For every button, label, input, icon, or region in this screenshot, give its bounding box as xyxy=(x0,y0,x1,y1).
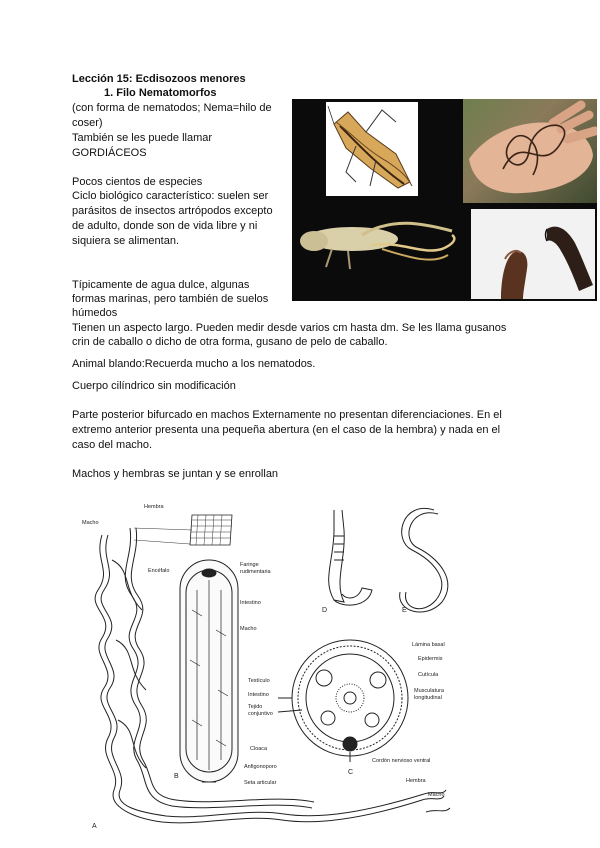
label-figure-e: E xyxy=(402,607,407,614)
para-line: siquiera se alimentan. xyxy=(72,235,180,247)
intro-line: coser) xyxy=(72,117,103,129)
label-macho-b: Macho xyxy=(240,626,257,632)
label-rudimentaria: rudimentaria xyxy=(240,569,271,575)
label-intestino-c: Intestino xyxy=(248,692,269,698)
para-line: Típicamente de agua dulce, algunas xyxy=(72,279,250,291)
grasshopper-photo xyxy=(292,205,462,275)
label-figure-c: C xyxy=(348,769,354,776)
para-line: Animal blando:Recuerda mucho a los nematodos. xyxy=(72,358,316,370)
lesson-title: Lección 15: Ecdisozoos menores xyxy=(72,73,246,85)
intro-line: (con forma de nematodos; Nema=hilo de xyxy=(72,102,272,114)
label-conjuntivo: conjuntivo xyxy=(248,711,273,717)
para-line: formas marinas, pero también de suelos xyxy=(72,293,269,305)
hand-photo xyxy=(463,99,597,203)
label-figure-a: A xyxy=(92,823,97,830)
label-macho-a: Macho xyxy=(428,792,445,798)
worm-closeup-photo xyxy=(471,209,595,299)
label-epidermis: Epidermis xyxy=(418,656,443,662)
label-anfigonoporo: Anfigonoporo xyxy=(244,764,277,770)
figure-d-tail xyxy=(329,510,372,605)
figure-b-body-section xyxy=(180,560,238,782)
phylum-heading: 1. Filo Nematomorfos xyxy=(104,87,217,99)
label-tejido: Tejido xyxy=(248,704,263,710)
para-line: Pocos cientos de especies xyxy=(72,176,203,188)
grasshopper-illustration xyxy=(326,102,418,196)
label-longitudinal: longitudinal xyxy=(414,695,442,701)
para-line: caso del macho. xyxy=(72,439,153,451)
figure-e-coil xyxy=(400,508,448,612)
label-cloaca: Cloaca xyxy=(250,746,268,752)
para-line: húmedos xyxy=(72,307,118,319)
para-line: extremo anterior presenta una pequeña abertura (en el caso de la hembra) y nada en el xyxy=(72,424,501,436)
label-hembra-a: Hembra xyxy=(406,778,426,784)
intro-line: También se les puede llamar xyxy=(72,132,213,144)
photo-collage xyxy=(292,99,597,301)
label-testiculo: Testículo xyxy=(248,678,270,684)
figure-c-cross-section xyxy=(278,640,408,762)
para-line: Parte posterior bifurcado en machos Externamente no presentan diferenciaciones. En el xyxy=(72,409,502,421)
label-faringe: Faringe xyxy=(240,562,259,568)
label-hembra: Hembra xyxy=(144,504,164,510)
label-figure-d: D xyxy=(322,607,328,614)
para-line: Machos y hembras se juntan y se enrollan xyxy=(72,468,279,480)
para-line: de adulto, donde son de vida libre y ni xyxy=(72,220,258,232)
diagram-labels xyxy=(82,504,445,830)
label-cuticula: Cutícula xyxy=(418,672,439,678)
cuticle-net-inset xyxy=(134,515,232,545)
label-figure-b: B xyxy=(174,773,179,780)
para-line: parásitos de insectos artrópodos excepto xyxy=(72,205,273,217)
label-musculatura: Musculatura xyxy=(414,688,444,694)
para-line: Cuerpo cilíndrico sin modificación xyxy=(72,380,236,392)
para-line: crin de caballo o dicho de otra forma, gusano de pelo de caballo. xyxy=(72,336,388,348)
label-cordon: Cordón nervioso ventral xyxy=(372,758,431,764)
label-seta: Seta articular xyxy=(244,780,277,786)
intro-line: GORDIÁCEOS xyxy=(72,147,147,159)
label-encefalo: Encéfalo xyxy=(148,568,170,574)
label-lamina: Lámina basal xyxy=(412,642,445,648)
nematomorph-anatomy-diagram xyxy=(72,500,467,845)
label-intestino: Intestino xyxy=(240,600,261,606)
label-macho: Macho xyxy=(82,520,99,526)
para-line: Tienen un aspecto largo. Pueden medir desde varios cm hasta dm. Se les llama gusanos xyxy=(72,322,507,334)
para-line: Ciclo biológico característico: suelen ser xyxy=(72,190,269,202)
